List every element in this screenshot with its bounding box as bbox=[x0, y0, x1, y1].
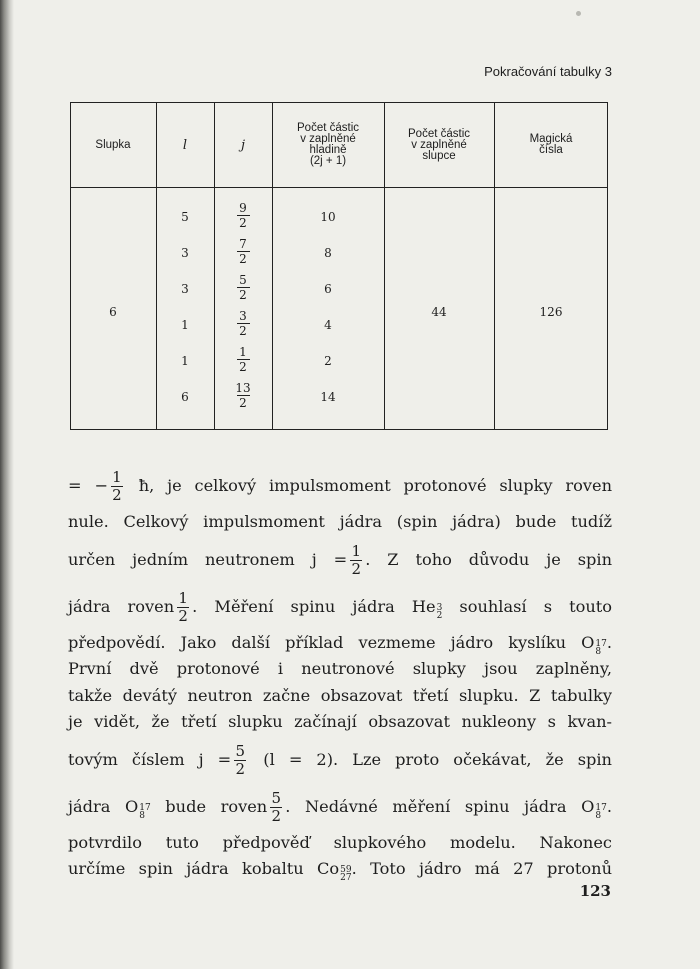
row-l: 3 bbox=[181, 282, 189, 296]
header-magic: Magická čísla bbox=[529, 133, 573, 156]
running-head: Pokračování tabulky 3 bbox=[484, 64, 612, 79]
row-count: 4 bbox=[324, 318, 332, 332]
table-rule bbox=[384, 103, 385, 429]
book-binding-shadow bbox=[0, 0, 14, 969]
text-line: nule. Celkový impulsmoment jádra (spin jádra) bude tudíž bbox=[68, 512, 612, 531]
header-shell-count: Počet částic v zaplněné slupce bbox=[408, 127, 470, 162]
row-j: 5 2 bbox=[231, 274, 255, 301]
text-line: určíme spin jádra kobaltu Co 59 27 . Toto jádro má 27 protonů bbox=[68, 859, 612, 883]
table-rule bbox=[494, 103, 495, 429]
table-rule bbox=[70, 103, 71, 429]
row-l: 3 bbox=[181, 246, 189, 260]
row-l: 5 bbox=[181, 210, 189, 224]
page-speck bbox=[576, 11, 581, 16]
magic-number: 126 bbox=[539, 305, 563, 319]
row-count: 6 bbox=[324, 282, 332, 296]
row-l: 6 bbox=[181, 390, 189, 404]
header-shell: Slupka bbox=[95, 138, 131, 151]
text-line: potvrdilo tuto předpověď slupkového modelu. Nakonec bbox=[68, 832, 612, 852]
table-rule bbox=[607, 103, 608, 429]
text-line: předpovědí. Jako další příklad vezmeme jádro kyslíku O 17 8 . bbox=[68, 632, 612, 657]
row-l: 1 bbox=[181, 354, 189, 368]
text-line: určen jedním neutronem j = $\frac{1}{2}$ . Z toho důvodu je spin bbox=[68, 541, 612, 578]
row-count: 14 bbox=[320, 390, 336, 404]
table-rule bbox=[214, 103, 215, 429]
row-count: 10 bbox=[320, 210, 336, 224]
text-line: jádra O 17 8 bude roven $\frac{5}{2}$ . Nedávné měření spinu jádra O 17 8 . bbox=[68, 788, 612, 825]
header-l: l bbox=[182, 137, 188, 153]
shell-value: 6 bbox=[109, 305, 117, 319]
row-j: 13 2 bbox=[235, 381, 251, 410]
text-line: takže devátý neutron začne obsazovat třetí slupku. Z tabulky bbox=[68, 685, 612, 705]
row-l: 1 bbox=[181, 318, 189, 332]
text-line: je vidět, že třetí slupku začínají obsazovat nukleony s kvan- bbox=[68, 712, 612, 731]
table-rule bbox=[156, 103, 157, 429]
row-j: 7 2 bbox=[231, 238, 255, 265]
row-count: 2 bbox=[324, 354, 332, 368]
page-number: 123 bbox=[579, 882, 611, 900]
row-count: 8 bbox=[324, 246, 332, 260]
text-line: První dvě protonové i neutronové slupky jsou zaplněny, bbox=[68, 659, 612, 678]
shell-total: 44 bbox=[431, 305, 447, 319]
text-line: tovým číslem j = $\frac{5}{2}$ (l = 2). Lze proto očekávat, že spin bbox=[68, 741, 612, 778]
table-rule bbox=[272, 103, 273, 429]
body-text bbox=[68, 462, 612, 883]
row-j: 3 2 bbox=[231, 310, 255, 337]
text-line: jádra roven $\frac{1}{2}$ . Měření spinu jádra He 3 2 souhlasí s touto bbox=[68, 588, 613, 625]
header-level-count: Počet částic v zaplněné hladině (2j + 1) bbox=[297, 122, 359, 167]
shell-table bbox=[70, 102, 608, 430]
table-header bbox=[70, 103, 608, 188]
row-j: 1 2 bbox=[231, 346, 255, 373]
row-j: 9 2 bbox=[231, 202, 255, 229]
text-line: = − $\frac{1}{2}$ ħ, je celkový impulsmoment protonové slupky roven bbox=[68, 468, 612, 504]
header-j: j bbox=[240, 137, 246, 153]
